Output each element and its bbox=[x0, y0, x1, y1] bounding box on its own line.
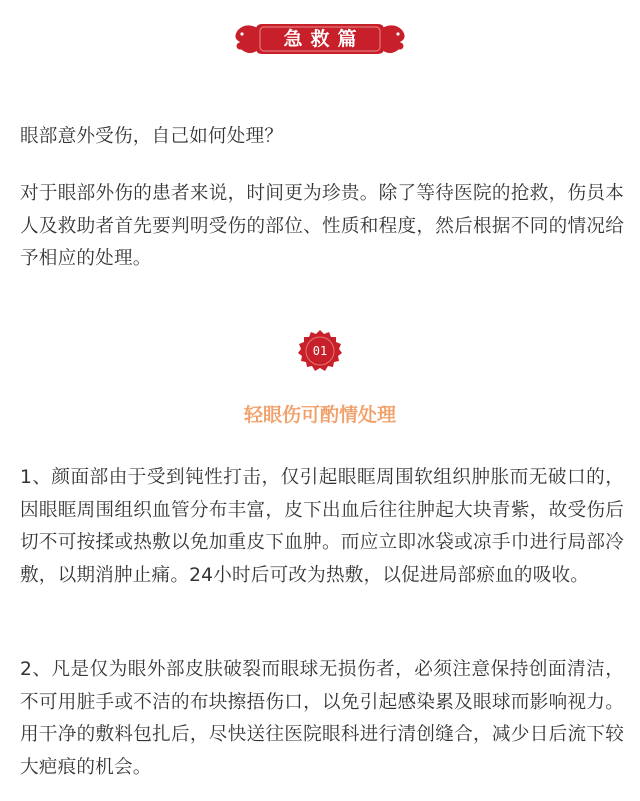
intro-paragraph: 对于眼部外伤的患者来说，时间更为珍贵。除了等待医院的抢救，伤员本人及救助者首先要判明受伤的部位、性质和程度，然后根据不同的情况给予相应的处理。 bbox=[20, 183, 624, 269]
section-title: 轻眼伤可酌情处理 bbox=[243, 404, 396, 426]
section-paragraph-2: 2、凡是仅为眼外部皮肤破裂而眼球无损伤者，必须注意保持创面清洁，不可用脏手或不洁的布块擦捂伤口，以免引起感染累及眼球而影响视力。用干净的敷料包扎后，尽快送往医院眼科进行清创缝合，减少日后流下较大疤痕的机会。 bbox=[20, 659, 624, 778]
section-number: 01 bbox=[312, 344, 328, 358]
section-number-badge bbox=[298, 329, 342, 373]
intro-question: 眼部意外受伤，自己如何处理？ bbox=[20, 126, 284, 147]
section-paragraph-1: 1、颜面部由于受到钝性打击，仅引起眼眶周围软组织肿胀而无破口的，因眼眶周围组织血管分布丰富，皮下出血后往往肿起大块青紫，故受伤后切不可按揉或热敷以免加重皮下血肿。而应立即冰袋或凉手巾进行局部冷敷，以期消肿止痛。24小时后可改为热敷，以促进局部瘀血的吸收。 bbox=[20, 467, 624, 586]
header-banner bbox=[232, 18, 408, 60]
banner-title: 急救篇 bbox=[283, 28, 365, 50]
